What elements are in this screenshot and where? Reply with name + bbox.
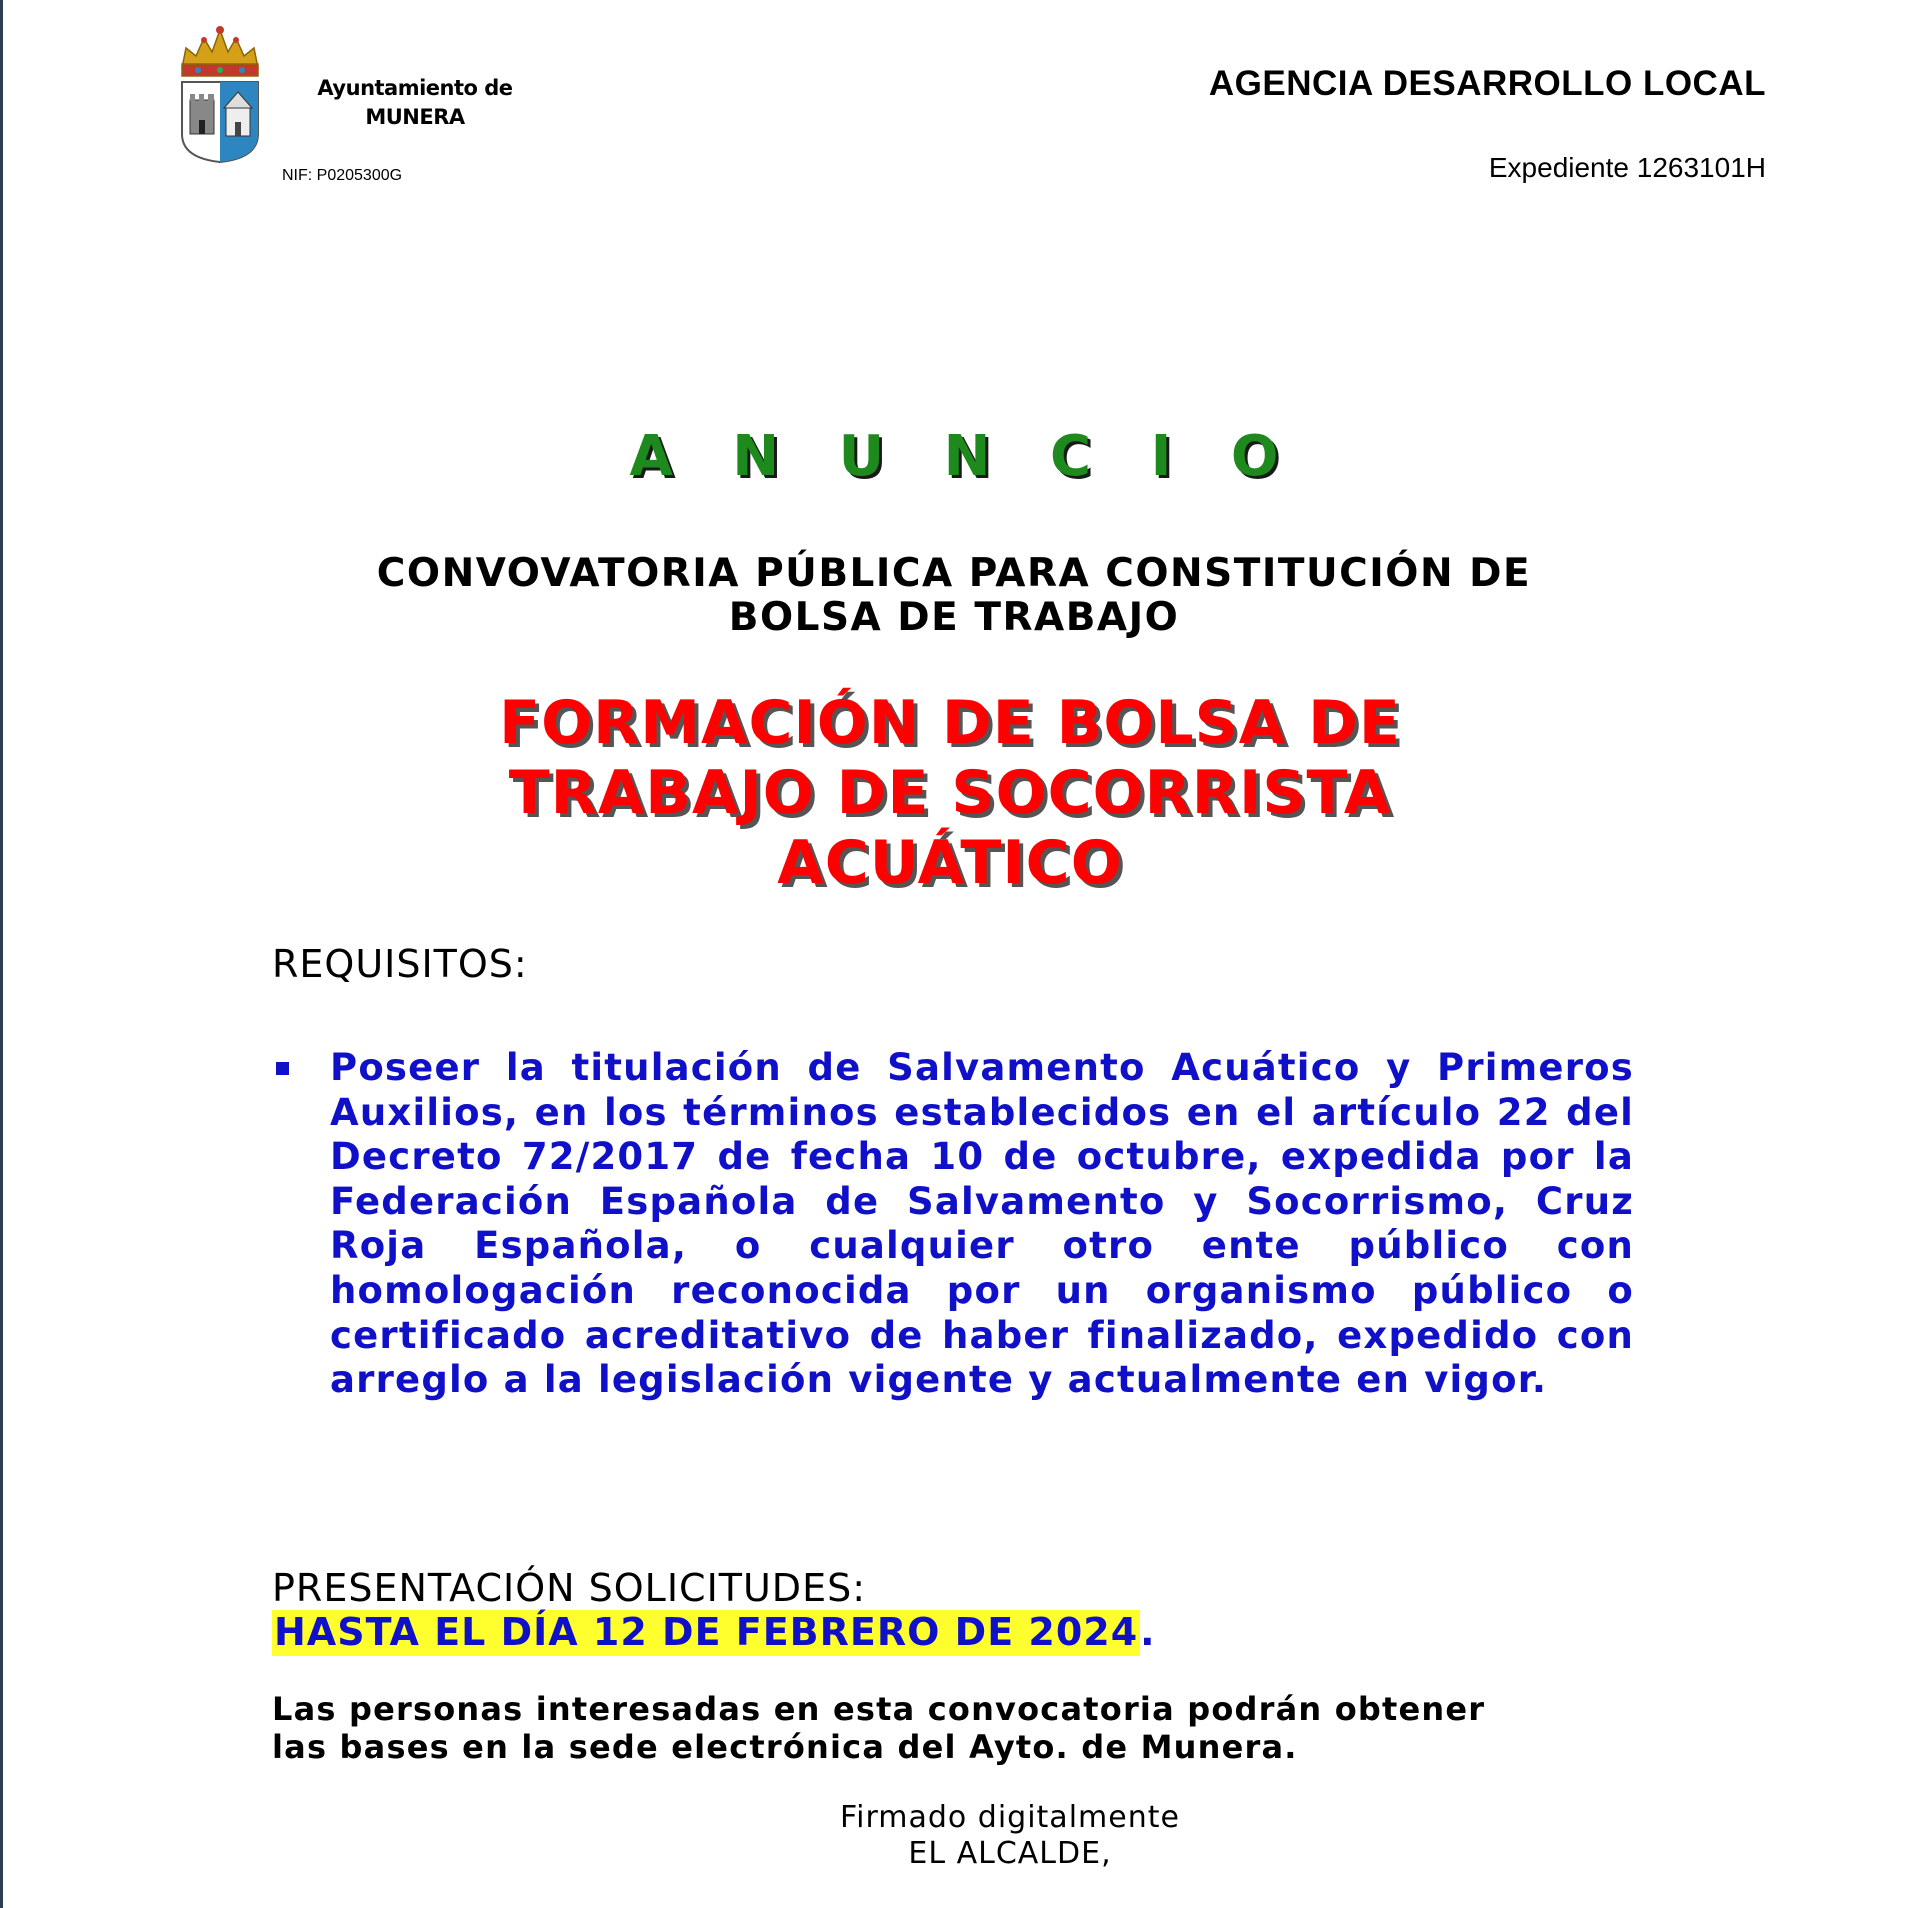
document-title: A N U N C I O [629,424,1299,489]
signature-line1: Firmado digitalmente [840,1800,1180,1835]
nif-number: NIF: P0205300G [282,167,403,184]
file-number: Expediente 1263101H [1488,152,1766,183]
info-paragraph [272,1690,1634,1766]
square-bullet-icon [276,1062,289,1075]
signature-block [700,1800,1320,1872]
submission-deadline [272,1610,1156,1654]
info-line2: las bases en la sede electrónica del Ayto. de Munera. [272,1728,1298,1766]
signature-line2: EL ALCALDE, [908,1836,1112,1871]
job-pool-headline-line1: FORMACIÓN DE BOLSA DE [499,688,1401,758]
info-line1: Las personas interesadas en esta convocatoria podrán obtener [272,1690,1486,1728]
deadline-highlight: HASTA EL DÍA 12 DE FEBRERO DE 2024 [274,1610,1139,1654]
organization-name-line2: MUNERA [365,105,465,129]
page-left-edge [0,0,3,1908]
call-subtitle-line2: BOLSA DE TRABAJO [728,595,1180,640]
submission-heading: PRESENTACIÓN SOLICITUDES: [272,1566,866,1610]
munera-coat-of-arms-icon [176,24,264,164]
agency-name: AGENCIA DESARROLLO LOCAL [1208,64,1766,103]
job-pool-headline-line3: ACUÁTICO [777,828,1123,898]
deadline-period: . [1140,1610,1156,1654]
job-pool-headline [330,688,1570,898]
requirement-item: Poseer la titulación de Salvamento Acuático y Primeros Auxilios, en los términos establecidos en el artículo 22 del Decreto 72/2017 de fecha 10 de octubre, expedida por la Federación Española de Salvamento y Socorrismo, Cruz Roja Española, o cualquier otro ente público con homologación reconocida por un organismo público o certificado acreditativo de haber finalizado, expedido con arreglo a la legislación vigente y actualmente en vigor. [330,1046,1634,1402]
job-pool-headline-line2: TRABAJO DE SOCORRISTA [508,758,1392,828]
requirements-heading: REQUISITOS: [272,942,528,986]
call-subtitle [230,552,1678,640]
organization-name [300,74,530,132]
organization-name-line1: Ayuntamiento de [317,76,513,100]
call-subtitle-line1: CONVOVATORIA PÚBLICA PARA CONSTITUCIÓN DE [376,551,1532,596]
